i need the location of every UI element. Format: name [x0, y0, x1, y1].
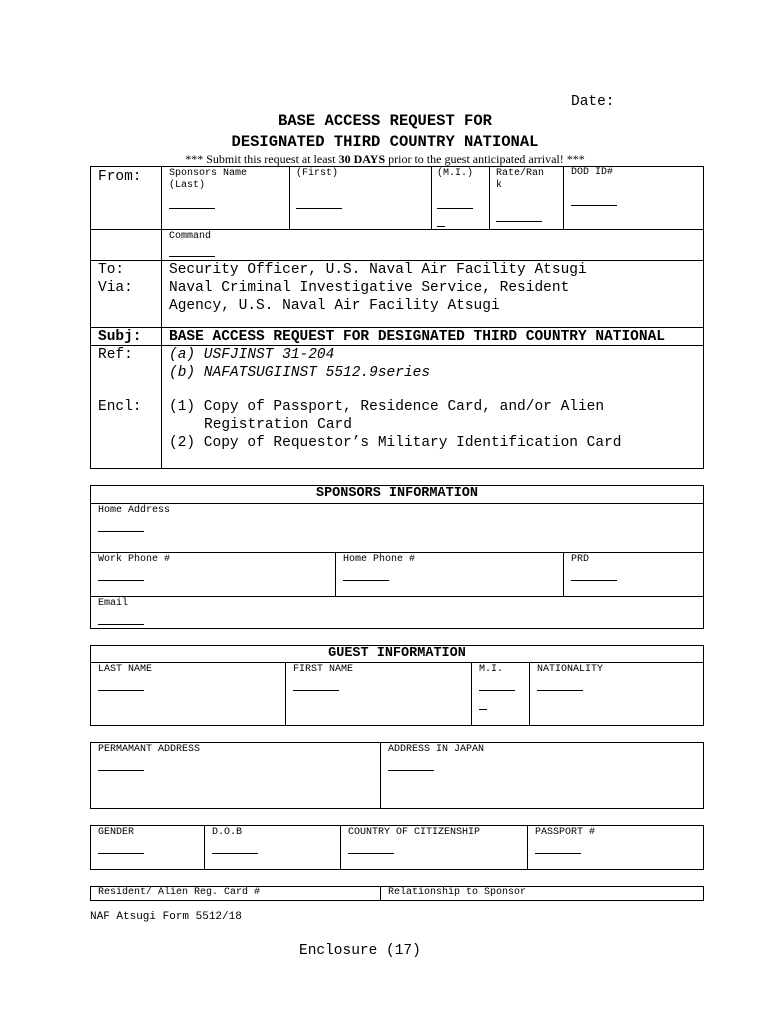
subj-label: Subj: [98, 329, 142, 345]
via-recipient-line1: Naval Criminal Investigative Service, Resident [169, 280, 570, 296]
form-title-line2: DESIGNATED THIRD COUNTRY NATIONAL [231, 133, 539, 151]
ref-b: (b) NAFATSUGIINST 5512.9series [169, 365, 431, 381]
prd-field[interactable] [571, 580, 617, 581]
enclosure-label: Enclosure (17) [299, 943, 421, 959]
relationship-label[interactable]: Relationship to Sponsor [388, 887, 527, 898]
guest-first-name-label: FIRST NAME [293, 664, 354, 675]
work-phone-label: Work Phone # [98, 554, 171, 565]
sponsor-last-label-line1: Sponsors Name [169, 168, 248, 179]
sponsor-last-label-line2: (Last) [169, 180, 206, 191]
gender-label: GENDER [98, 827, 135, 838]
sponsors-information-heading: SPONSORS INFORMATION [315, 486, 479, 501]
date-label: Date: [571, 94, 615, 110]
submission-notice [0, 152, 770, 166]
encl-1-cont: Registration Card [204, 417, 352, 433]
guest-first-name-field[interactable] [293, 690, 339, 691]
home-phone-label: Home Phone # [343, 554, 416, 565]
sponsor-dod-id-label: DOD ID# [571, 167, 614, 178]
passport-field[interactable] [535, 853, 581, 854]
passport-label: PASSPORT # [535, 827, 596, 838]
to-recipient: Security Officer, U.S. Naval Air Facility Atsugi [169, 262, 587, 278]
home-phone-field[interactable] [343, 580, 389, 581]
sponsor-dod-id-field[interactable] [571, 205, 617, 206]
citizenship-field[interactable] [348, 853, 394, 854]
email-field[interactable] [98, 624, 144, 625]
from-label: From: [98, 169, 142, 185]
form-number: NAF Atsugi Form 5512/18 [90, 911, 242, 923]
guest-last-name-label: LAST NAME [98, 664, 153, 675]
encl-2: (2) Copy of Requestor’s Military Identification Card [169, 435, 622, 451]
sponsor-first-name-field[interactable] [296, 208, 342, 209]
dob-field[interactable] [212, 853, 258, 854]
via-label: Via: [98, 280, 133, 296]
sponsor-first-name-label: (First) [296, 168, 339, 179]
rate-label-line1: Rate/Ran [496, 168, 545, 179]
rate-label-line2: k [496, 180, 503, 191]
guest-nationality-field[interactable] [537, 690, 583, 691]
guest-nationality-label: NATIONALITY [537, 664, 604, 675]
command-label: Command [169, 231, 212, 242]
sponsor-last-name-field[interactable] [169, 208, 215, 209]
encl-label: Encl: [98, 399, 142, 415]
sponsor-mi-label: (M.I.) [437, 168, 474, 179]
email-label: Email [98, 598, 129, 609]
citizenship-label: COUNTRY OF CITIZENSHIP [348, 827, 481, 838]
notice-suffix: prior to the guest anticipated arrival! *** [385, 152, 585, 166]
address-in-japan-label: ADDRESS IN JAPAN [388, 744, 485, 755]
resident-card-label[interactable]: Resident/ Alien Reg. Card # [98, 887, 261, 898]
guest-mi-label: M.I. [479, 664, 504, 675]
sponsor-last-name-label [169, 168, 247, 192]
prd-label: PRD [571, 554, 590, 565]
permanent-address-field[interactable] [98, 770, 144, 771]
sponsor-rate-rank-label [496, 168, 544, 192]
form-title-line1: BASE ACCESS REQUEST FOR [278, 112, 492, 130]
address-in-japan-field[interactable] [388, 770, 434, 771]
permanent-address-label: PERMAMANT ADDRESS [98, 744, 201, 755]
command-field[interactable] [169, 256, 215, 257]
gender-field[interactable] [98, 853, 144, 854]
dob-label: D.O.B [212, 827, 243, 838]
to-label: To: [98, 262, 125, 278]
notice-prefix: *** Submit this request at least [185, 152, 339, 166]
work-phone-field[interactable] [98, 580, 144, 581]
via-recipient-line2: Agency, U.S. Naval Air Facility Atsugi [169, 298, 500, 314]
ref-a: (a) USFJINST 31-204 [169, 347, 335, 363]
subj-text: BASE ACCESS REQUEST FOR DESIGNATED THIRD COUNTRY NATIONAL [169, 329, 665, 345]
guest-mi-field[interactable] [479, 690, 515, 691]
guest-information-heading: GUEST INFORMATION [328, 646, 466, 661]
encl-1: (1) Copy of Passport, Residence Card, and/or Alien [169, 399, 605, 415]
request-header-table [90, 166, 704, 469]
guest-last-name-field[interactable] [98, 690, 144, 691]
sponsor-rate-rank-field[interactable] [496, 221, 542, 222]
sponsor-mi-field[interactable] [437, 208, 473, 209]
home-address-field[interactable] [98, 531, 144, 532]
home-address-label: Home Address [98, 505, 171, 516]
notice-emphasis: 30 DAYS [338, 152, 386, 166]
ref-label: Ref: [98, 347, 133, 363]
